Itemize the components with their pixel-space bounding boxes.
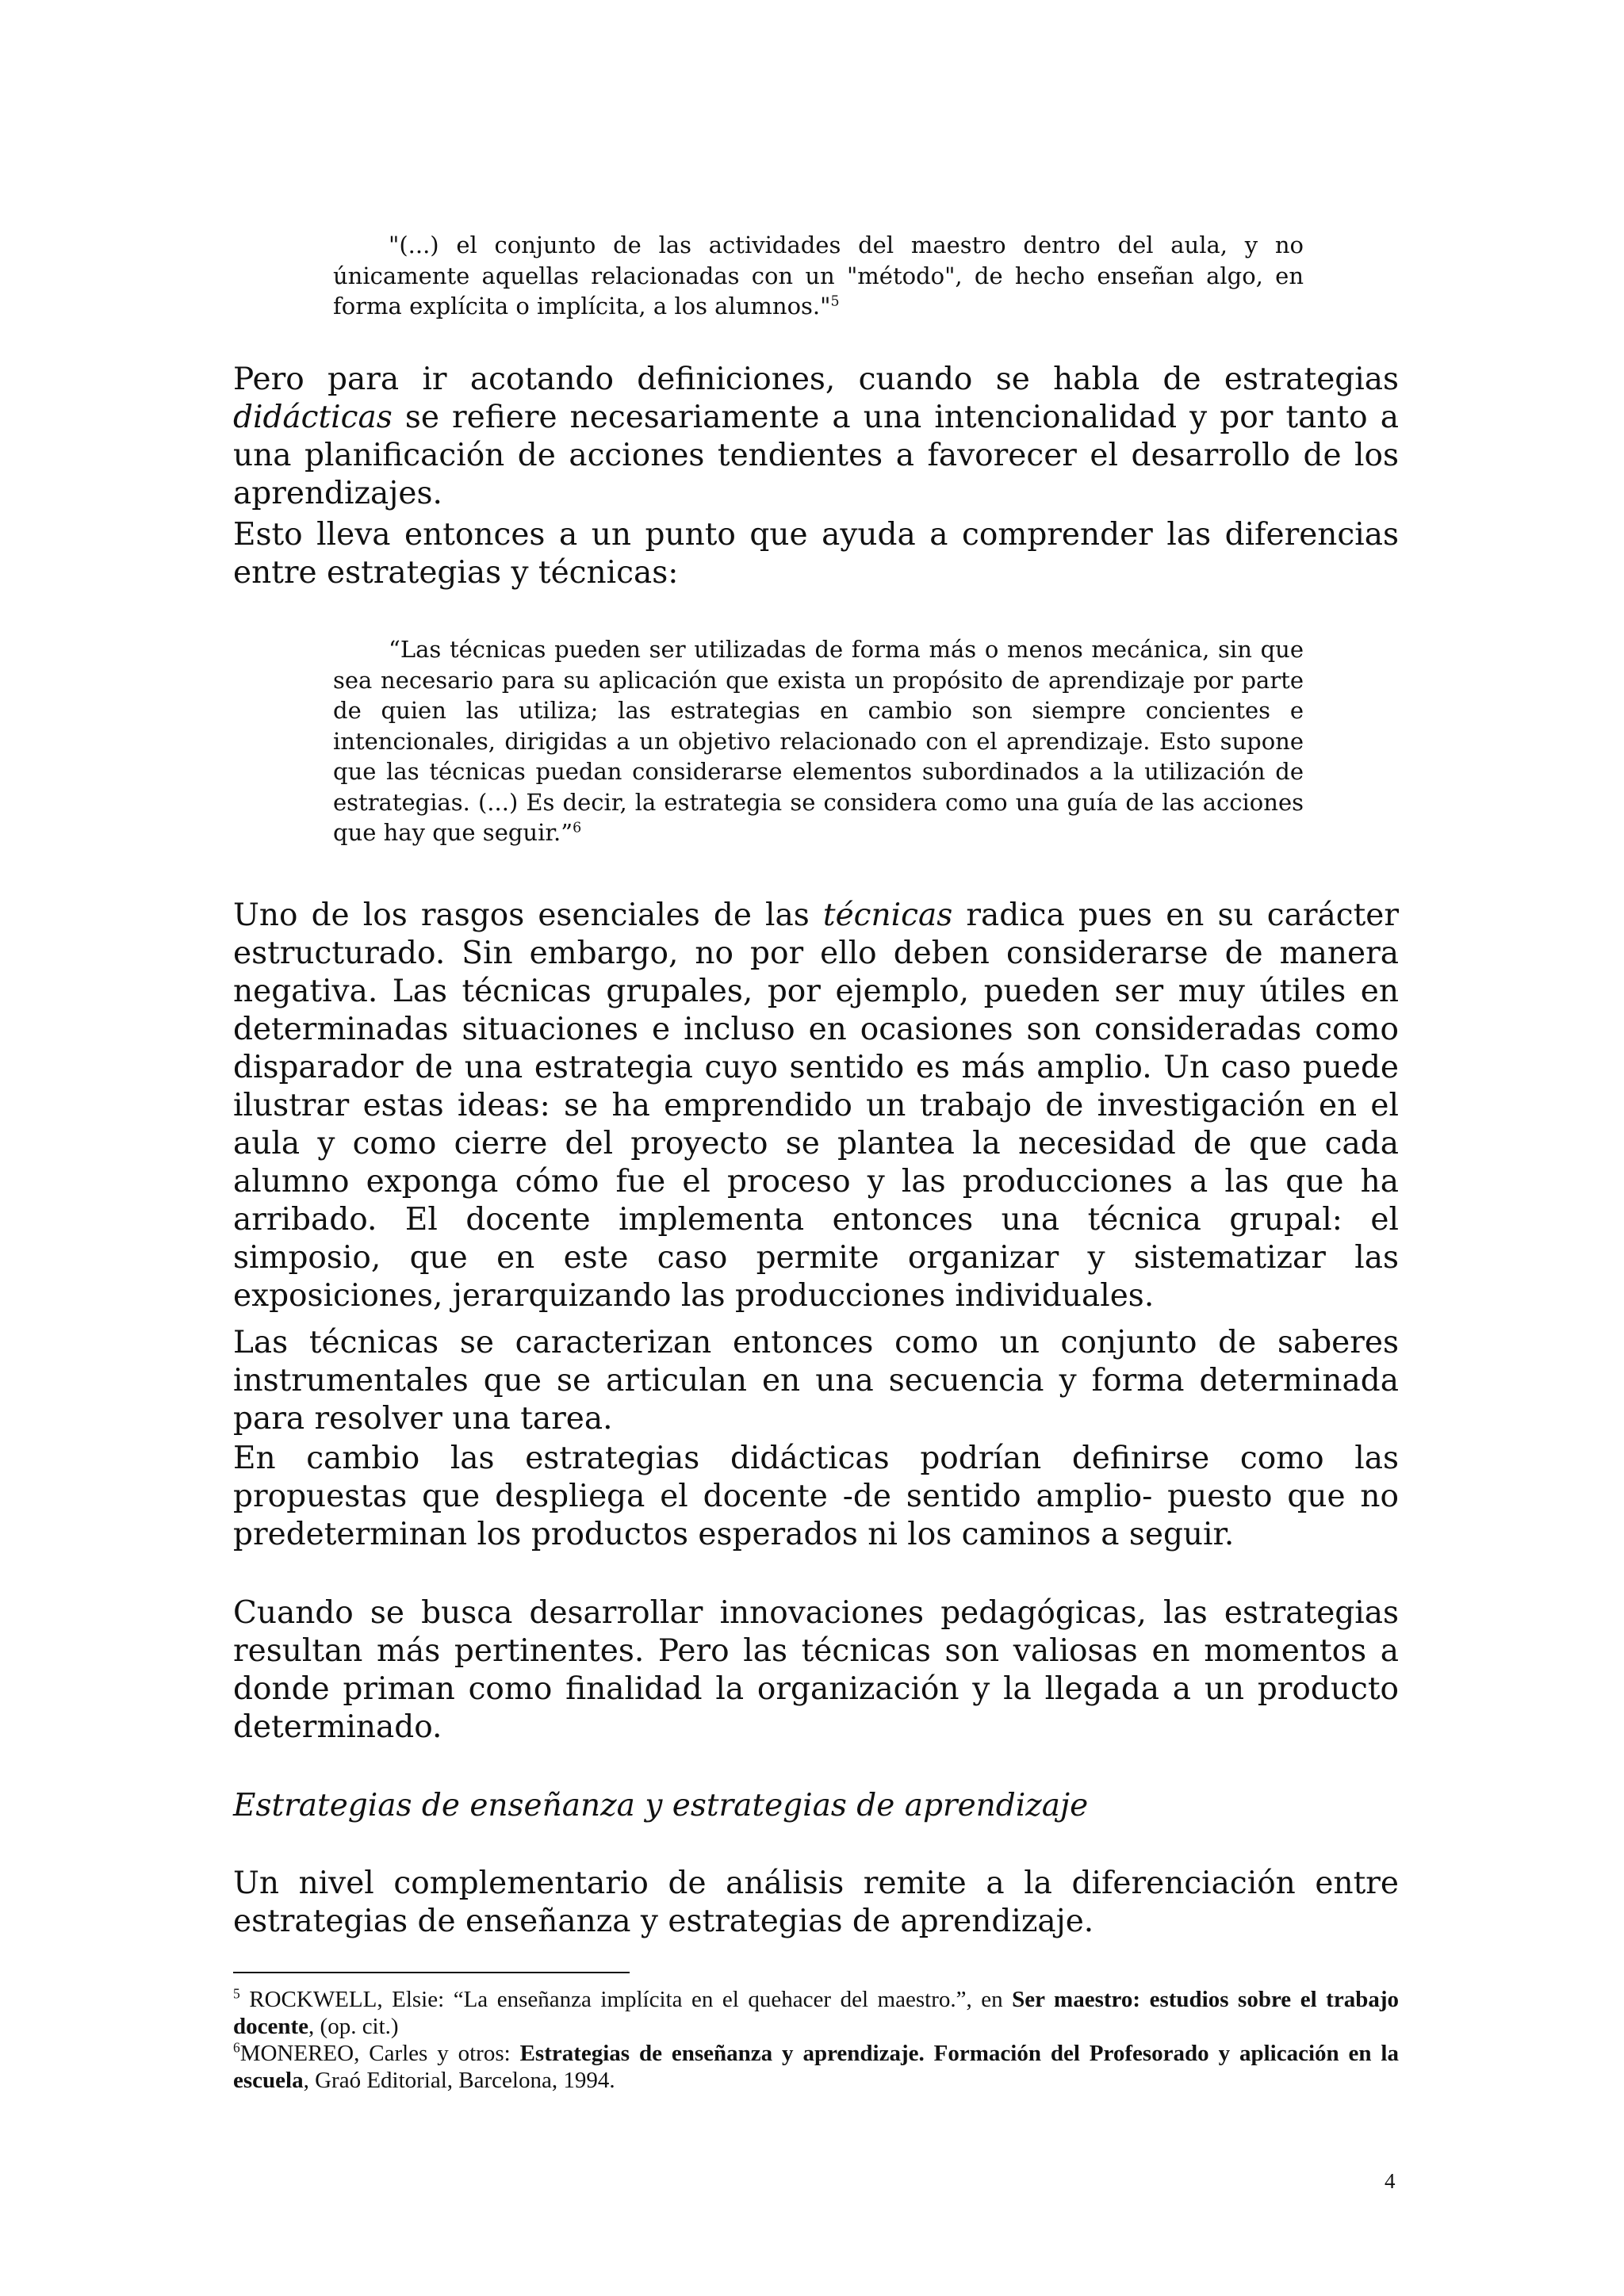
footnote-separator: [233, 1972, 630, 1973]
footnote-6: $^6$MONEREO, Carles y otros: Estrategias de enseñanza y aprendizaje. Formación del Profesorado y aplicación en la escuela, Graó Editorial, Barcelona, 1994.: [233, 2039, 1399, 2093]
paragraph-innovaciones: Cuando se busca desarrollar innovaciones pedagógicas, las estrategias resultan más pertinentes. Pero las técnicas son valiosas en momentos a donde priman como finalidad la organización y la llegada a un producto determinado.: [233, 1595, 1399, 1745]
footnote-5: $^5$ ROCKWELL, Elsie: “La enseñanza implícita en el quehacer del maestro.”, en Ser maestro: estudios sobre el trabajo docente, (op. cit.): [233, 1985, 1399, 2039]
block-quote-monereo: [333, 634, 1304, 848]
paragraph-saberes: Las técnicas se caracterizan entonces como un conjunto de saberes instrumentales que se articulan en una secuencia y forma determinada para resolver una tarea.: [233, 1325, 1399, 1437]
paragraph-diferencias: Esto lleva entonces a un punto que ayuda a comprender las diferencias entre estrategias y técnicas:: [233, 517, 1399, 591]
paragraph-tecnicas: Uno de los rasgos esenciales de las técnicas radica pues en su carácter estructurado. Sin embargo, no por ello deben considerarse de manera negativa. Las técnicas grupales, por ejemplo, pueden ser muy útiles en determinadas situaciones e incluso en ocasiones son consideradas como disparador de una estrategia cuyo sentido es más amplio. Un caso puede ilustrar estas ideas: se ha emprendido un trabajo de investigación en el aula y como cierre del proyecto se plantea la necesidad de que cada alumno exponga cómo fue el proceso y las producciones a las que ha arribado. El docente implementa entonces una técnica grupal: el simposio, que en este caso permite organizar y sistematizar las exposiciones, jerarquizando las producciones individuales.: [233, 897, 1399, 1314]
paragraph-estrategias-didacticas: Pero para ir acotando definiciones, cuando se habla de estrategias didácticas se refiere necesariamente a una intencionalidad y por tanto a una planificación de acciones tendientes a favorecer el desarrollo de los aprendizajes.: [233, 362, 1399, 511]
footnote-ref-6[interactable]: 6: [573, 820, 582, 836]
paragraph-estrategias-didacticas-2: En cambio las estrategias didácticas podrían definirse como las propuestas que despliega el docente -de sentido amplio- puesto que no predeterminan los productos esperados ni los caminos a seguir.: [233, 1441, 1399, 1552]
paragraph-nivel-complementario: Un nivel complementario de análisis remite a la diferenciación entre estrategias de enseñanza y estrategias de aprendizaje.: [233, 1866, 1399, 1939]
quote-text: "(...) el conjunto de las actividades del maestro dentro del aula, y no únicamente aquellas relacionadas con un "método", de hecho enseñan algo, en forma explícita o implícita, a los alumnos."$^5$: [333, 232, 1304, 320]
section-heading: Estrategias de enseñanza y estrategias de aprendizaje: [233, 1788, 1089, 1823]
quote-text: “Las técnicas pueden ser utilizadas de forma más o menos mecánica, sin que sea necesario para su aplicación que exista un propósito de aprendizaje por parte de quien las utiliza; las estrategias en cambio son siempre concientes e intencionales, dirigidas a un objetivo relacionado con el aprendizaje. Esto supone que las técnicas puedan considerarse elementos subordinados a la utilización de estrategias. (...) Es decir, la estrategia se considera como una guía de las acciones que hay que seguir.”$^6$: [333, 636, 1304, 846]
footnotes: [233, 1986, 1399, 2094]
block-quote-rockwell: [333, 230, 1304, 322]
page-number: 4: [1385, 2169, 1396, 2193]
footnote-ref-5[interactable]: 5: [830, 293, 840, 310]
